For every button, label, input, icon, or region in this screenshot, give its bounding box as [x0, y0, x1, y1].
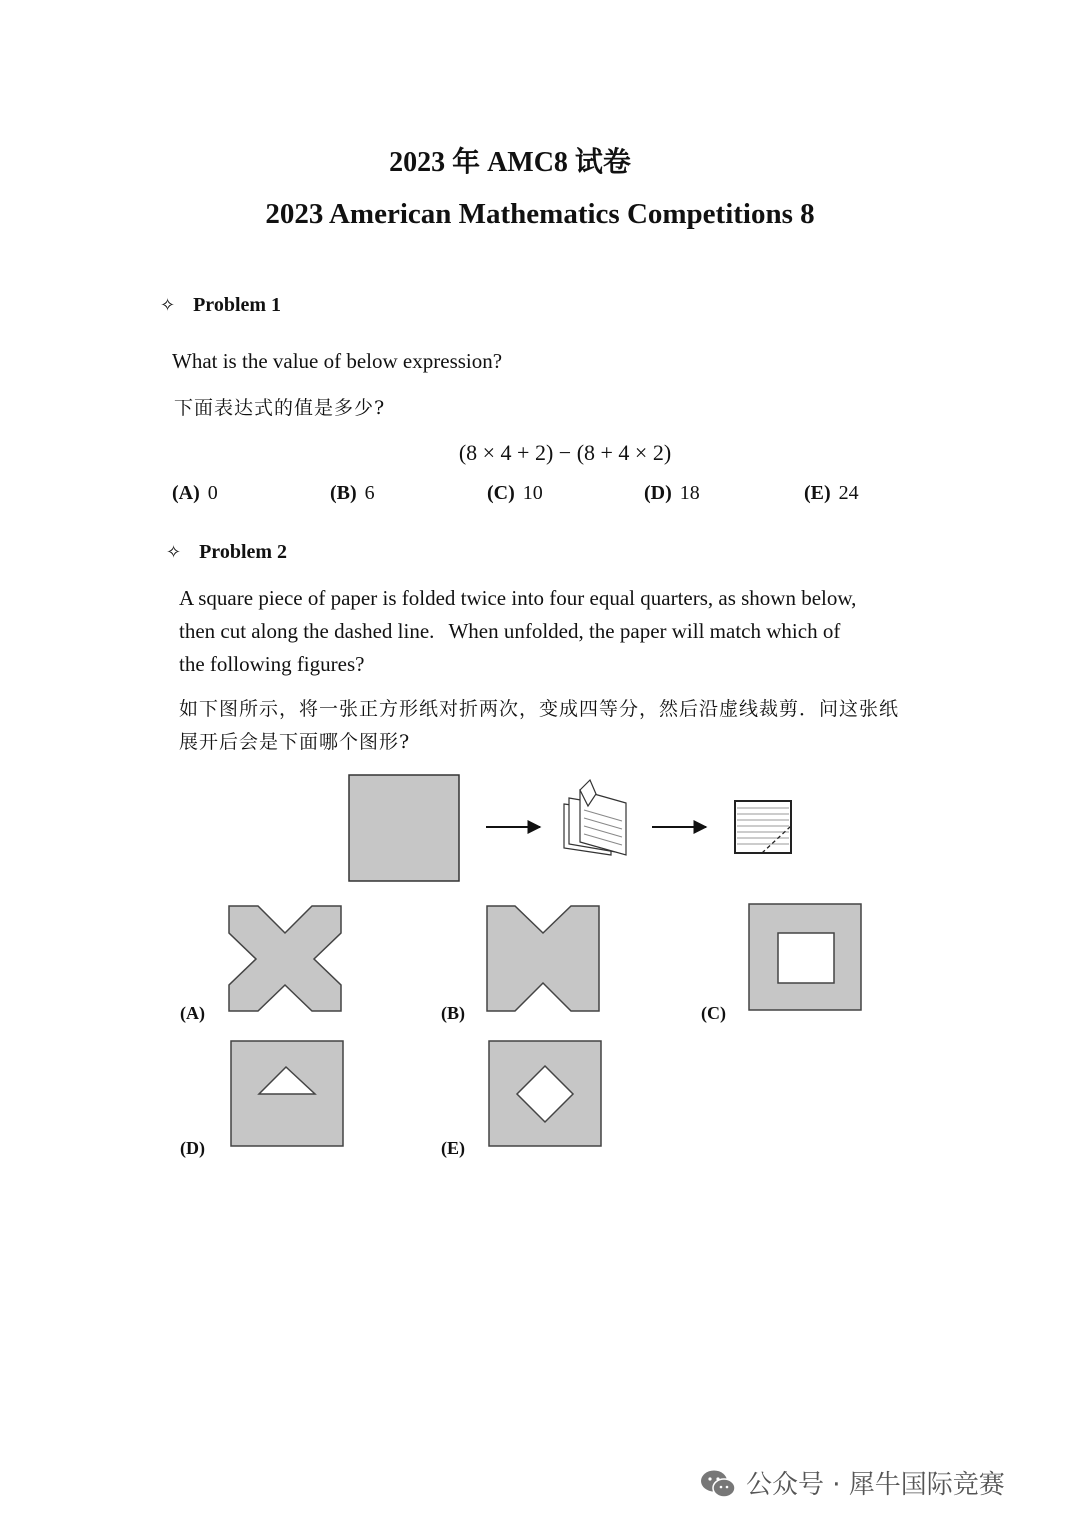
choice-label: (C) [487, 482, 515, 504]
figure-a-shape [228, 905, 344, 1013]
problem-2-heading-text: Problem 2 [199, 541, 288, 563]
page-title-en: 2023 American Mathematics Competitions 8 [265, 198, 815, 230]
star-icon: ✧ [160, 295, 176, 315]
text-line: When unfolded, the paper will match which of [448, 619, 841, 643]
figure-e-label: (E) [441, 1138, 465, 1158]
choice-value: 24 [838, 482, 859, 504]
problem-1-expression: (8 × 4 + 2) − (8 + 4 × 2) [458, 440, 672, 465]
figure-c-shape [748, 903, 864, 1013]
text-line: 展开后会是下面哪个图形? [179, 731, 411, 753]
choice-label: (D) [644, 482, 672, 504]
problem-1-text-cn: 下面表达式的值是多少? [174, 397, 386, 419]
problem-2-heading [166, 541, 287, 564]
figure-d-label: (D) [180, 1138, 205, 1158]
choice-label: (B) [330, 482, 357, 504]
page-title-cn: 2023 年 AMC8 试卷 [389, 147, 631, 178]
choice-value: 10 [522, 482, 543, 504]
figure-a-label: (A) [180, 1003, 205, 1023]
choice-label: (E) [804, 482, 831, 504]
figure-d-shape [230, 1040, 346, 1148]
choice-value: 6 [364, 482, 375, 504]
folded-paper-icon [564, 780, 626, 855]
text-line: the following figures? [179, 652, 365, 676]
text-line: A square piece of paper is folded twice into four equal quarters, as shown below, [179, 586, 857, 610]
star-icon: ✧ [166, 542, 182, 562]
folded-square-icon [735, 801, 791, 853]
folding-diagram [340, 766, 810, 891]
problem-1-heading [160, 294, 281, 317]
text-line: then cut along the dashed line. [179, 619, 435, 643]
problem-1-text-en: What is the value of below expression? [172, 349, 503, 373]
figure-c-label: (C) [701, 1003, 726, 1023]
choice-c [487, 482, 543, 505]
choice-a [172, 482, 218, 505]
choice-value: 18 [679, 482, 700, 504]
figure-b-shape [486, 905, 602, 1013]
watermark-text: 公众号 · 犀牛国际竞赛 [746, 1470, 1005, 1500]
problem-1-heading-text: Problem 1 [193, 294, 282, 316]
choice-d [644, 482, 700, 505]
wechat-icon [700, 1469, 736, 1499]
problem-2-text-en [179, 582, 959, 681]
choice-label: (A) [172, 482, 200, 504]
choice-e [804, 482, 859, 505]
paper-square [349, 775, 459, 881]
text-line: 如下图所示，将一张正方形纸对折两次，变成四等分，然后沿虚线裁剪．问这张纸 [179, 698, 900, 720]
text-line [179, 615, 959, 648]
figure-e-shape [488, 1040, 604, 1148]
choice-value: 0 [207, 482, 218, 504]
problem-2-text-cn [179, 693, 899, 759]
watermark [700, 1464, 1005, 1501]
figure-b-label: (B) [441, 1003, 465, 1023]
choice-b [330, 482, 375, 505]
